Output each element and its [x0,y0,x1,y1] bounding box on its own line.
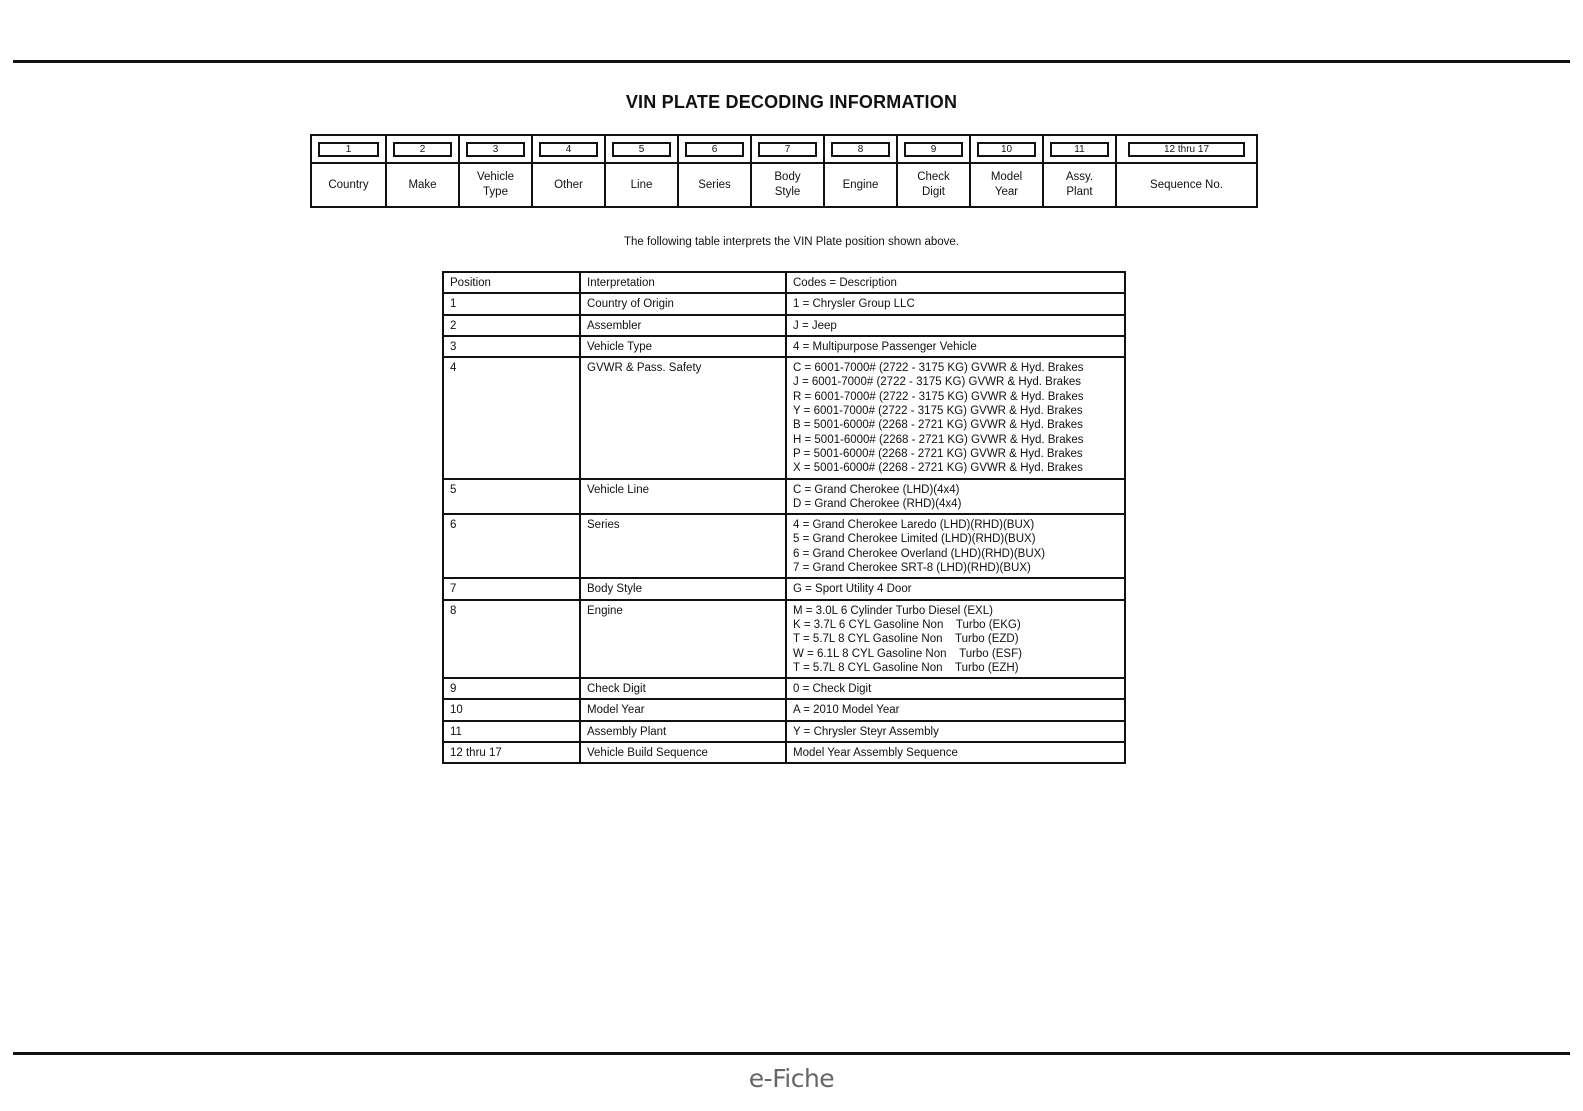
plate-cell [385,136,458,206]
codes-cell [786,514,1125,578]
codes-cell [786,293,1125,314]
plate-position-label: Engine [842,178,879,191]
interpretation-cell: Body Style [580,578,786,599]
code-line: Y = Chrysler Steyr Assembly [793,725,939,738]
codes-cell [786,357,1125,478]
position-cell: 5 [443,479,580,515]
table-header-row [443,272,1125,293]
plate-number-row [898,136,969,164]
table-note: The following table interprets the VIN Plate position shown above. [624,236,959,248]
code-line: B = 5001-6000# (2268 - 2721 KG) GVWR & Hyd. Brakes [793,419,1083,432]
plate-cell [969,136,1042,206]
plate-position-label: Assy. Plant [1065,171,1094,198]
table-row [443,699,1125,720]
plate-number-row [387,136,458,164]
codes-cell [786,479,1125,515]
table-row [443,479,1125,515]
plate-cell [531,136,604,206]
table-row [443,600,1125,678]
codes-cell [786,699,1125,720]
code-line: K = 3.7L 6 CYL Gasoline Non Turbo (EKG) [793,618,1021,631]
codes-cell [786,315,1125,336]
code-line: 4 = Grand Cherokee Laredo (LHD)(RHD)(BUX) [793,519,1035,532]
codes-cell [786,578,1125,599]
table-row [443,514,1125,578]
interpretation-cell: Check Digit [580,678,786,699]
plate-number-row [460,136,531,164]
plate-position-number: 4 [539,142,599,157]
bottom-rule [13,1052,1570,1055]
code-line: 6 = Grand Cherokee Overland (LHD)(RHD)(BUX) [793,547,1046,560]
code-line: 4 = Multipurpose Passenger Vehicle [793,340,977,353]
plate-position-label: Country [328,178,369,191]
position-cell: 6 [443,514,580,578]
header-codes: Codes = Description [786,272,1125,293]
code-line: Y = 6001-7000# (2722 - 3175 KG) GVWR & Hyd. Brakes [793,405,1083,418]
plate-cell [896,136,969,206]
plate-position-number: 1 [318,142,379,157]
plate-number-row [971,136,1042,164]
plate-position-number: 8 [831,142,891,157]
code-line: X = 5001-6000# (2268 - 2721 KG) GVWR & Hyd. Brakes [793,462,1083,475]
code-line: 0 = Check Digit [793,683,872,696]
position-cell: 1 [443,293,580,314]
plate-cell [823,136,896,206]
interpretation-cell: Vehicle Line [580,479,786,515]
plate-position-number: 10 [977,142,1037,157]
codes-cell [786,600,1125,678]
plate-number-row [606,136,677,164]
plate-position-number: 3 [466,142,526,157]
codes-cell [786,336,1125,357]
plate-cell [677,136,750,206]
code-line: R = 6001-7000# (2722 - 3175 KG) GVWR & Hyd. Brakes [793,390,1084,403]
plate-number-row [1117,136,1256,164]
plate-cell [1115,136,1256,206]
plate-number-row [679,136,750,164]
plate-position-label: Make [408,178,437,191]
table-row [443,357,1125,478]
position-cell: 11 [443,721,580,742]
plate-position-label: Sequence No. [1150,178,1223,191]
plate-position-label: Line [630,178,653,191]
interpretation-cell: Vehicle Type [580,336,786,357]
plate-position-number: 12 thru 17 [1128,142,1245,157]
position-cell: 2 [443,315,580,336]
code-line: 1 = Chrysler Group LLC [793,298,915,311]
plate-cell [750,136,823,206]
code-line: D = Grand Cherokee (RHD)(4x4) [793,497,962,510]
plate-number-row [312,136,385,164]
code-line: J = 6001-7000# (2722 - 3175 KG) GVWR & Hyd. Brakes [793,376,1081,389]
plate-number-row [825,136,896,164]
code-line: J = Jeep [793,319,837,332]
interpretation-cell: Series [580,514,786,578]
position-cell: 8 [443,600,580,678]
interpretation-cell: Assembler [580,315,786,336]
code-line: H = 5001-6000# (2268 - 2721 KG) GVWR & Hyd. Brakes [793,433,1084,446]
position-cell: 7 [443,578,580,599]
code-line: T = 5.7L 8 CYL Gasoline Non Turbo (EZD) [793,633,1019,646]
plate-cell [458,136,531,206]
interpretation-cell: Vehicle Build Sequence [580,742,786,763]
position-cell: 3 [443,336,580,357]
table-row [443,293,1125,314]
plate-position-number: 2 [393,142,453,157]
position-cell: 9 [443,678,580,699]
interpretation-cell: Country of Origin [580,293,786,314]
plate-position-label: Body Style [774,171,801,198]
vin-decoding-table [442,271,1126,764]
table-row [443,742,1125,763]
code-line: C = Grand Cherokee (LHD)(4x4) [793,483,960,496]
header-position: Position [443,272,580,293]
plate-position-number: 5 [612,142,672,157]
plate-position-label: Other [554,178,583,191]
plate-position-label: Check Digit [917,171,950,198]
position-cell: 4 [443,357,580,478]
interpretation-cell: GVWR & Pass. Safety [580,357,786,478]
table-row [443,578,1125,599]
code-line: T = 5.7L 8 CYL Gasoline Non Turbo (EZH) [793,661,1019,674]
code-line: G = Sport Utility 4 Door [793,583,912,596]
interpretation-cell: Model Year [580,699,786,720]
plate-number-row [752,136,823,164]
plate-cell [604,136,677,206]
code-line: W = 6.1L 8 CYL Gasoline Non Turbo (ESF) [793,647,1022,660]
efiche-logo: e-Fiche [748,1064,835,1093]
codes-cell [786,721,1125,742]
top-rule [13,60,1570,63]
header-interpretation: Interpretation [580,272,786,293]
table-row [443,315,1125,336]
plate-number-row [533,136,604,164]
code-line: Model Year Assembly Sequence [793,747,958,760]
page-title: VIN PLATE DECODING INFORMATION [625,92,958,112]
plate-number-row [1044,136,1115,164]
plate-position-number: 7 [758,142,818,157]
plate-position-number: 11 [1050,142,1110,157]
codes-cell [786,678,1125,699]
plate-cell [1042,136,1115,206]
plate-cell [312,136,385,206]
plate-position-label: Model Year [990,171,1023,198]
codes-cell [786,742,1125,763]
code-line: M = 3.0L 6 Cylinder Turbo Diesel (EXL) [793,604,993,617]
table-row [443,678,1125,699]
plate-position-number: 9 [904,142,964,157]
plate-position-number: 6 [685,142,745,157]
table-row [443,336,1125,357]
code-line: P = 5001-6000# (2268 - 2721 KG) GVWR & Hyd. Brakes [793,447,1083,460]
plate-position-label: Vehicle Type [476,171,515,198]
position-cell: 12 thru 17 [443,742,580,763]
code-line: A = 2010 Model Year [793,704,900,717]
code-line: C = 6001-7000# (2722 - 3175 KG) GVWR & Hyd. Brakes [793,362,1084,375]
position-cell: 10 [443,699,580,720]
plate-position-label: Series [698,178,731,191]
interpretation-cell: Assembly Plant [580,721,786,742]
code-line: 5 = Grand Cherokee Limited (LHD)(RHD)(BUX) [793,533,1036,546]
table-row [443,721,1125,742]
interpretation-cell: Engine [580,600,786,678]
vin-plate-diagram [310,134,1258,208]
code-line: 7 = Grand Cherokee SRT-8 (LHD)(RHD)(BUX) [793,562,1031,575]
